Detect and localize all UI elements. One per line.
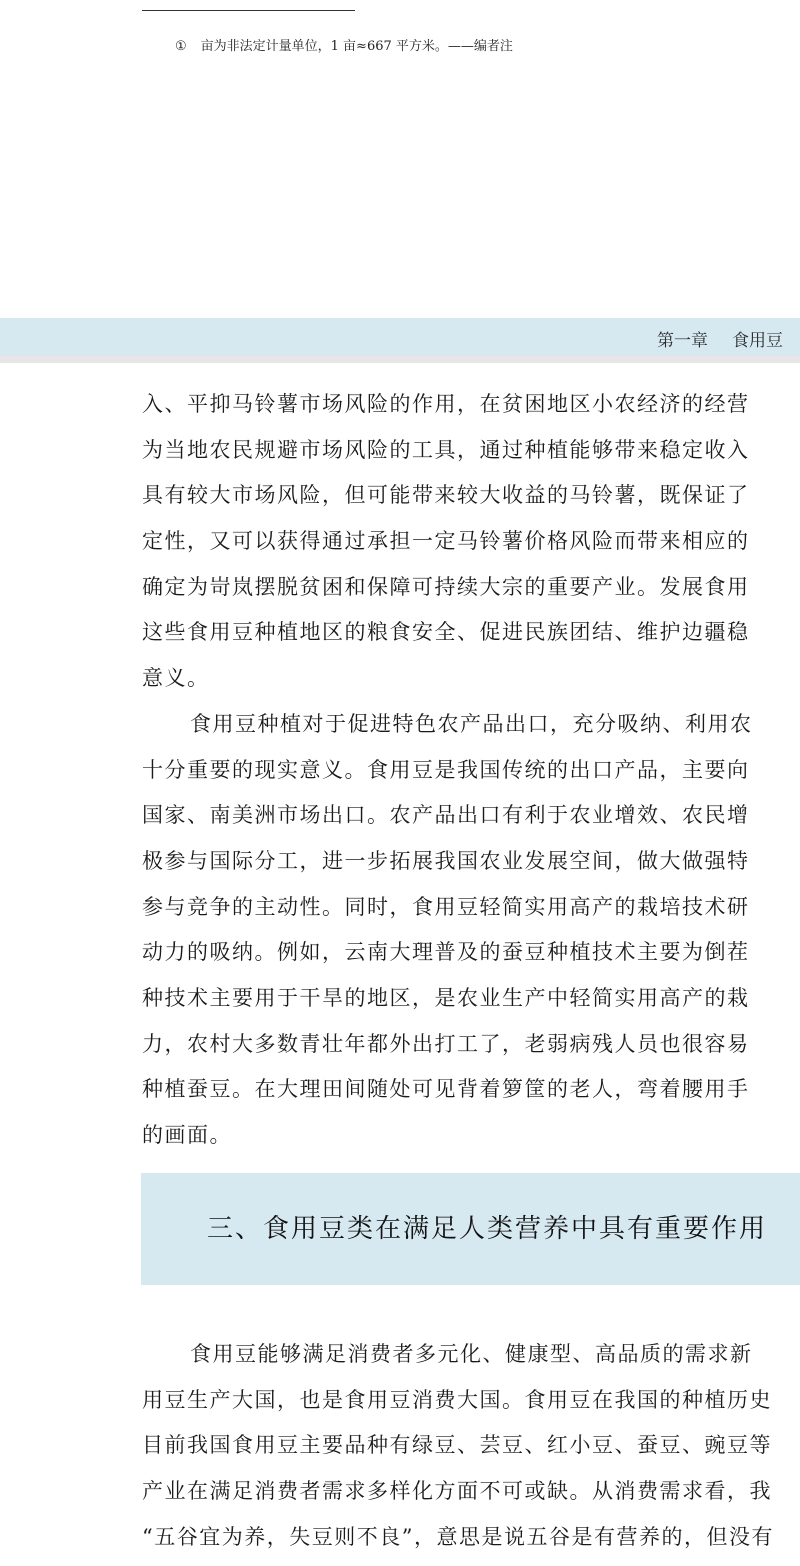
- text-line: 种植蚕豆。在大理田间随处可见背着箩筐的老人，弯着腰用手: [142, 1077, 750, 1102]
- text-line: 具有较大市场风险，但可能带来较大收益的马铃薯，既保证了: [142, 483, 750, 508]
- footnote-rule: [142, 10, 355, 11]
- text-line: 为当地农民规避市场风险的工具，通过种植能够带来稳定收入: [142, 437, 750, 462]
- text-line: 极参与国际分工，进一步拓展我国农业发展空间，做大做强特: [142, 848, 750, 873]
- text-line: 目前我国食用豆主要品种有绿豆、芸豆、红小豆、蚕豆、豌豆等: [142, 1433, 772, 1458]
- text-line: 食用豆能够满足消费者多元化、健康型、高品质的需求新: [190, 1342, 753, 1366]
- text-line: 这些食用豆种植地区的粮食安全、促进民族团结、维护边疆稳: [142, 620, 750, 645]
- text-line: “五谷宜为养，失豆则不良”，意思是说五谷是有营养的，但没有: [142, 1524, 774, 1549]
- running-header: [657, 326, 783, 351]
- text-line: 动力的吸纳。例如，云南大理普及的蚕豆种植技术主要为倒茬: [142, 940, 750, 965]
- chapter-title: 食用豆: [732, 331, 783, 351]
- text-line: 十分重要的现实意义。食用豆是我国传统的出口产品，主要向: [142, 757, 750, 782]
- footnote: [175, 35, 513, 54]
- footnote-mark: ①: [175, 39, 187, 54]
- text-line: 确定为岢岚摆脱贫困和保障可持续大宗的重要产业。发展食用: [142, 574, 750, 599]
- body-text-top: [142, 388, 800, 1165]
- text-line: 力，农村大多数青壮年都外出打工了，老弱病残人员也很容易: [142, 1031, 750, 1056]
- text-line: 参与竞争的主动性。同时，食用豆轻简实用高产的栽培技术研: [142, 894, 750, 919]
- text-line: 用豆生产大国，也是食用豆消费大国。食用豆在我国的种植历史: [142, 1387, 772, 1412]
- body-text-bottom: [142, 1338, 800, 1566]
- footnote-text: 亩为非法定计量单位，1 亩≈667 平方米。——编者注: [200, 39, 513, 54]
- chapter-label: 第一章: [657, 331, 708, 351]
- text-line: 种技术主要用于干旱的地区，是农业生产中轻简实用高产的栽: [142, 985, 750, 1010]
- text-line: 产业在满足消费者需求多样化方面不可或缺。从消费需求看，我: [142, 1479, 772, 1504]
- text-line: 定性，又可以获得通过承担一定马铃薯价格风险而带来相应的: [142, 529, 750, 554]
- text-line: 入、平抑马铃薯市场风险的作用，在贫困地区小农经济的经营: [142, 392, 750, 416]
- text-line: 国家、南美洲市场出口。农产品出口有利于农业增效、农民增: [142, 803, 750, 828]
- text-line: 意义。: [142, 666, 210, 691]
- running-header-shadow: [0, 356, 800, 363]
- section-heading: 三、食用豆类在满足人类营养中具有重要作用: [207, 1214, 768, 1244]
- text-line: 食用豆种植对于促进特色农产品出口，充分吸纳、利用农: [190, 711, 753, 736]
- text-line: 的画面。: [142, 1123, 232, 1147]
